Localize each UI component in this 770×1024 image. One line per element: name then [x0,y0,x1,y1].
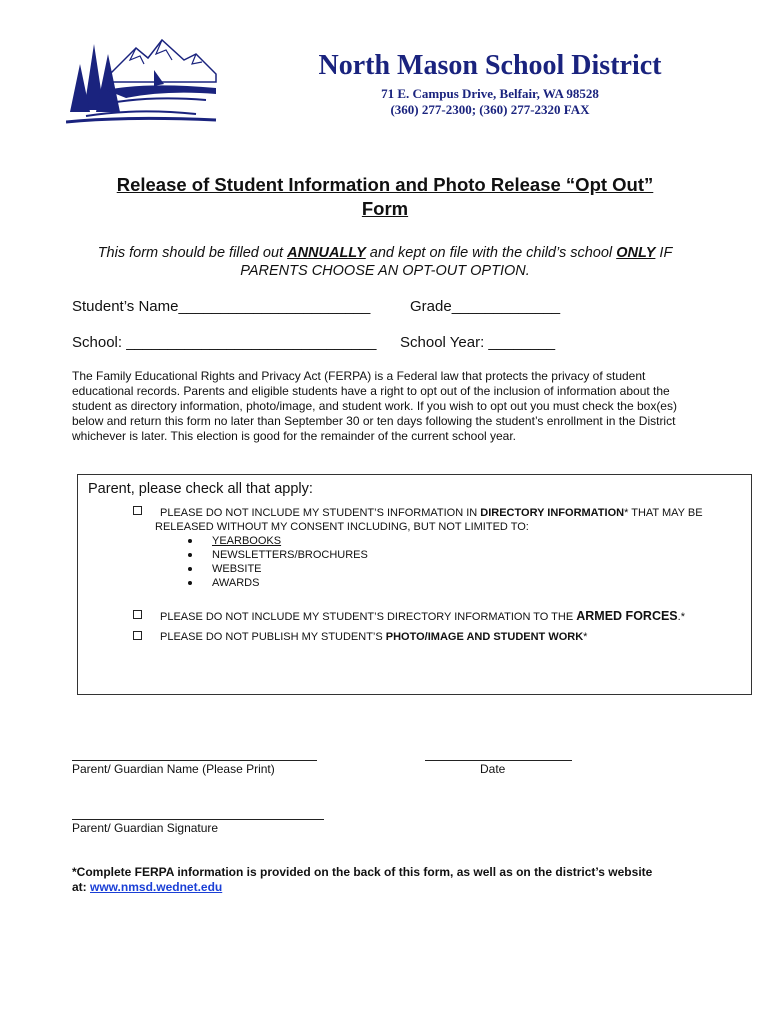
date-label: Date [480,762,506,776]
opt3-post: * [583,631,588,643]
ferpa-paragraph: The Family Educational Rights and Privacy Act (FERPA) is a Federal law that protects the privacy of student educational records. Parents and eligible students have a right to opt out of the inclusion of information about the student as directory information, photo/image, and student work. If you wish to opt out you must check the box(es) below and return this form no later than September 30 or ten days following the student’s enrollment in the District whichever is later. This election is good for the remainder of the current school year. [72,369,677,443]
options-heading: Parent, please check all that apply: [88,481,313,497]
intro-line2: PARENTS CHOOSE AN OPT-OUT OPTION. [240,263,530,279]
form-title-line2: Form [361,198,409,219]
opt3-bold: PHOTO/IMAGE AND STUDENT WORK [385,631,584,643]
opt1-text: PLEASE DO NOT INCLUDE MY STUDENT’S INFORMATION IN [160,507,481,519]
school-year-field[interactable]: School Year: ________ [400,334,556,351]
intro-text-post: IF [655,245,673,261]
option-photo-work [160,630,587,644]
guardian-name-label: Parent/ Guardian Name (Please Print) [72,762,275,776]
district-name: North Mason School District [318,50,662,81]
footer-text: *Complete FERPA information is provided on the back of this form, as well as on the district’s website [72,865,653,879]
name-signature-line[interactable] [72,760,317,761]
bullet-dot [188,553,192,557]
bullet-text: AWARDS [212,577,260,589]
option-directory-info [160,506,703,520]
opt1-line2: RELEASED WITHOUT MY CONSENT INCLUDING, BUT NOT LIMITED TO: [155,521,529,533]
bullet-awards [212,576,259,590]
opt2-bold: ARMED FORCES [576,609,678,623]
armed-forces-checkbox[interactable] [133,610,142,619]
bullet-dot [188,581,192,585]
bullet-text: NEWSLETTERS/BROCHURES [212,549,368,561]
footer-at: at: [72,880,90,894]
district-address: 71 E. Campus Drive, Belfair, WA 98528 [381,86,599,101]
opt2-text: PLEASE DO NOT INCLUDE MY STUDENT’S DIRECTORY INFORMATION TO THE [160,611,577,623]
opt3-text: PLEASE DO NOT PUBLISH MY STUDENT’S [160,631,386,643]
bullet-website [212,562,262,576]
intro-text-pre: This form should be filled out [97,245,288,261]
opt1-post: * THAT MAY BE [624,507,703,519]
bullet-text: WEBSITE [212,563,262,575]
grade-field[interactable]: Grade_____________ [410,298,561,315]
district-website-link[interactable]: www.nmsd.wednet.edu [90,880,223,894]
photo-work-checkbox[interactable] [133,631,142,640]
student-name-field[interactable]: Student’s Name_______________________ [72,298,371,315]
bullet-text: YEARBOOKS [212,535,282,547]
intro-annually: ANNUALLY [287,245,366,261]
opt2-post: .* [677,611,685,623]
school-field[interactable]: School: ______________________________ [72,334,377,351]
option-armed-forces [160,609,685,624]
form-title [60,173,710,221]
bullet-yearbooks [212,534,281,548]
intro-text-mid: and kept on file with the child’s school [365,245,617,261]
signature-line[interactable] [72,819,324,820]
footer-note [72,865,722,895]
bullet-dot [188,539,192,543]
directory-info-checkbox[interactable] [133,506,142,515]
form-intro [60,244,710,280]
date-signature-line[interactable] [425,760,572,761]
district-phone: (360) 277-2300; (360) 277-2320 FAX [390,102,590,117]
district-logo [66,30,218,126]
bullet-dot [188,567,192,571]
form-title-line1: Release of Student Information and Photo Release “Opt Out” [116,174,654,195]
opt1-bold: DIRECTORY INFORMATION [480,507,625,519]
guardian-signature-label: Parent/ Guardian Signature [72,821,219,835]
bullet-newsletters [212,548,368,562]
intro-only: ONLY [616,245,656,261]
